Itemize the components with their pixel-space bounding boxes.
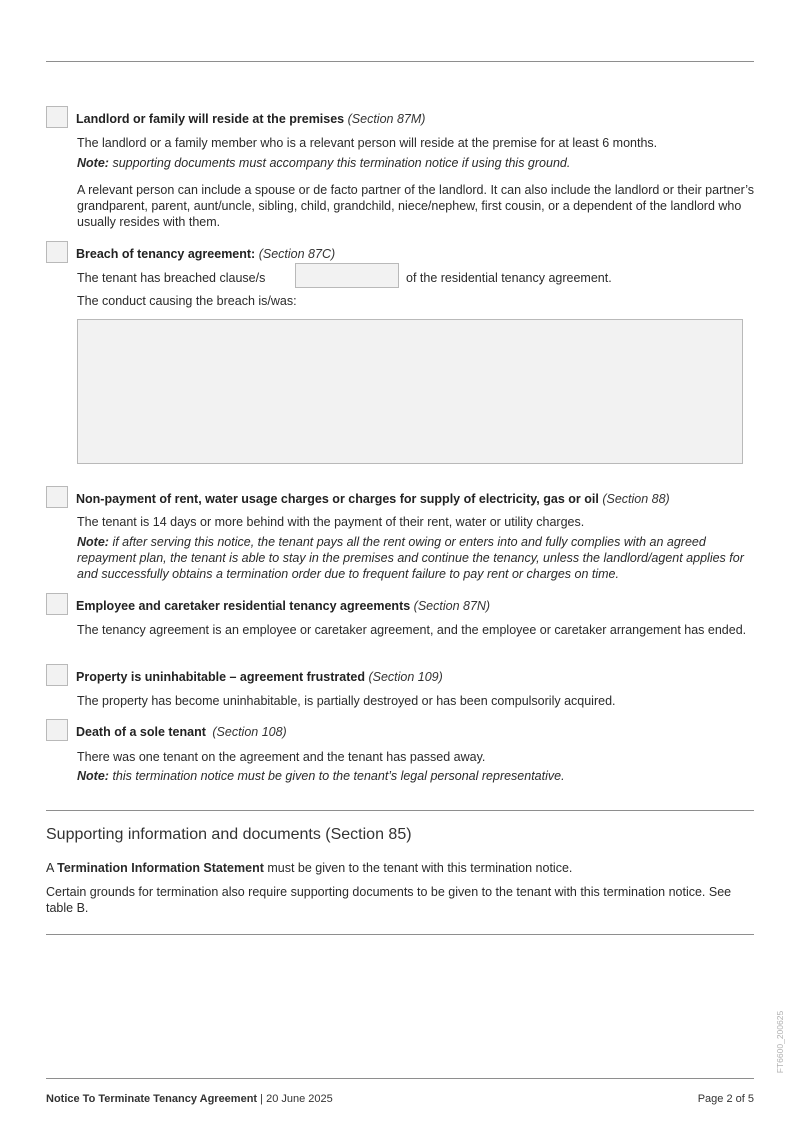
breach-text-after: of the residential tenancy agreement. <box>406 271 612 285</box>
breach-checkbox[interactable] <box>46 241 68 263</box>
supporting-paragraph-2: Certain grounds for termination also require supporting documents to be given to the tenant with this termination notice. See table B. <box>46 885 732 915</box>
death-note <box>77 768 757 784</box>
uninhabitable-checkbox[interactable] <box>46 664 68 686</box>
note-label: Note: <box>77 769 109 783</box>
landlord-reside-note <box>77 155 757 171</box>
footer-date: | 20 June 2025 <box>260 1093 333 1105</box>
footer-divider <box>46 1078 754 1079</box>
note-label: Note: <box>77 156 109 170</box>
employee-title: Employee and caretaker residential tenancy agreements <box>76 599 411 613</box>
bottom-divider <box>46 934 754 935</box>
footer-page-number: Page 2 of 5 <box>697 1093 754 1105</box>
section-divider <box>46 810 754 811</box>
breach-title: Breach of tenancy agreement: <box>76 247 256 261</box>
landlord-reside-checkbox[interactable] <box>46 106 68 128</box>
supporting-paragraph-1 <box>46 860 754 876</box>
note-text: this termination notice must be given to the tenant’s legal personal representative. <box>112 769 565 783</box>
death-heading <box>76 725 287 739</box>
note-text: if after serving this notice, the tenant pays all the rent owing or enters into and fully complies with an agreed repayment plan, the tenant is able to stay in the premises and continue the tenancy, unless the landlord/agent applies for and successfully obtains a termination order due to frequent failure to pay rent or charges on time. <box>77 535 744 581</box>
non-payment-heading <box>76 492 670 506</box>
employee-section: (Section 87N) <box>413 599 491 613</box>
landlord-reside-section: (Section 87M) <box>347 112 426 126</box>
footer-left <box>46 1093 333 1105</box>
death-text: There was one tenant on the agreement and the tenant has passed away. <box>77 750 486 764</box>
death-checkbox[interactable] <box>46 719 68 741</box>
note-label: Note: <box>77 535 109 549</box>
breach-conduct-field[interactable] <box>77 319 743 464</box>
non-payment-checkbox[interactable] <box>46 486 68 508</box>
form-code: FT6600_200625 <box>775 1010 785 1074</box>
p1-post: must be given to the tenant with this termination notice. <box>267 861 573 875</box>
footer-doc-title: Notice To Terminate Tenancy Agreement <box>46 1093 258 1105</box>
breach-text-before: The tenant has breached clause/s <box>77 271 266 285</box>
landlord-reside-detail: A relevant person can include a spouse or de facto partner of the landlord. It can also include the landlord or their partner’s grandparent, parent, aunt/uncle, sibling, child, grandchild, niece/nephew, first cousin, or a dependent of the landlord who usually resides with them. <box>77 183 755 229</box>
note-text: supporting documents must accompany this termination notice if using this ground. <box>112 156 571 170</box>
uninhabitable-text: The property has become uninhabitable, is partially destroyed or has been compulsorily acquired. <box>77 694 616 708</box>
supporting-title: Supporting information and documents (Section 85) <box>46 826 412 843</box>
non-payment-section: (Section 88) <box>602 492 670 506</box>
employee-text: The tenancy agreement is an employee or caretaker agreement, and the employee or caretaker arrangement has ended. <box>77 623 747 637</box>
death-title: Death of a sole tenant <box>76 725 206 739</box>
non-payment-text: The tenant is 14 days or more behind with the payment of their rent, water or utility charges. <box>77 515 585 529</box>
death-section: (Section 108) <box>212 725 287 739</box>
breach-heading <box>76 247 335 261</box>
employee-heading <box>76 599 490 613</box>
landlord-reside-heading <box>76 112 425 126</box>
uninhabitable-title: Property is uninhabitable – agreement frustrated <box>76 670 365 684</box>
breach-clause-field[interactable] <box>295 263 399 288</box>
breach-section: (Section 87C) <box>258 247 336 261</box>
breach-conduct-label: The conduct causing the breach is/was: <box>77 294 297 308</box>
landlord-reside-text: The landlord or a family member who is a relevant person will reside at the premise for at least 6 months. <box>77 136 658 150</box>
employee-checkbox[interactable] <box>46 593 68 615</box>
non-payment-title: Non-payment of rent, water usage charges or charges for supply of electricity, gas or oil <box>76 492 599 506</box>
uninhabitable-heading <box>76 670 443 684</box>
non-payment-note <box>77 534 752 582</box>
termination-information-statement: Termination Information Statement <box>57 861 264 875</box>
uninhabitable-section: (Section 109) <box>368 670 443 684</box>
top-divider <box>46 61 754 62</box>
p1-pre: A <box>46 861 54 875</box>
landlord-reside-title: Landlord or family will reside at the premises <box>76 112 345 126</box>
